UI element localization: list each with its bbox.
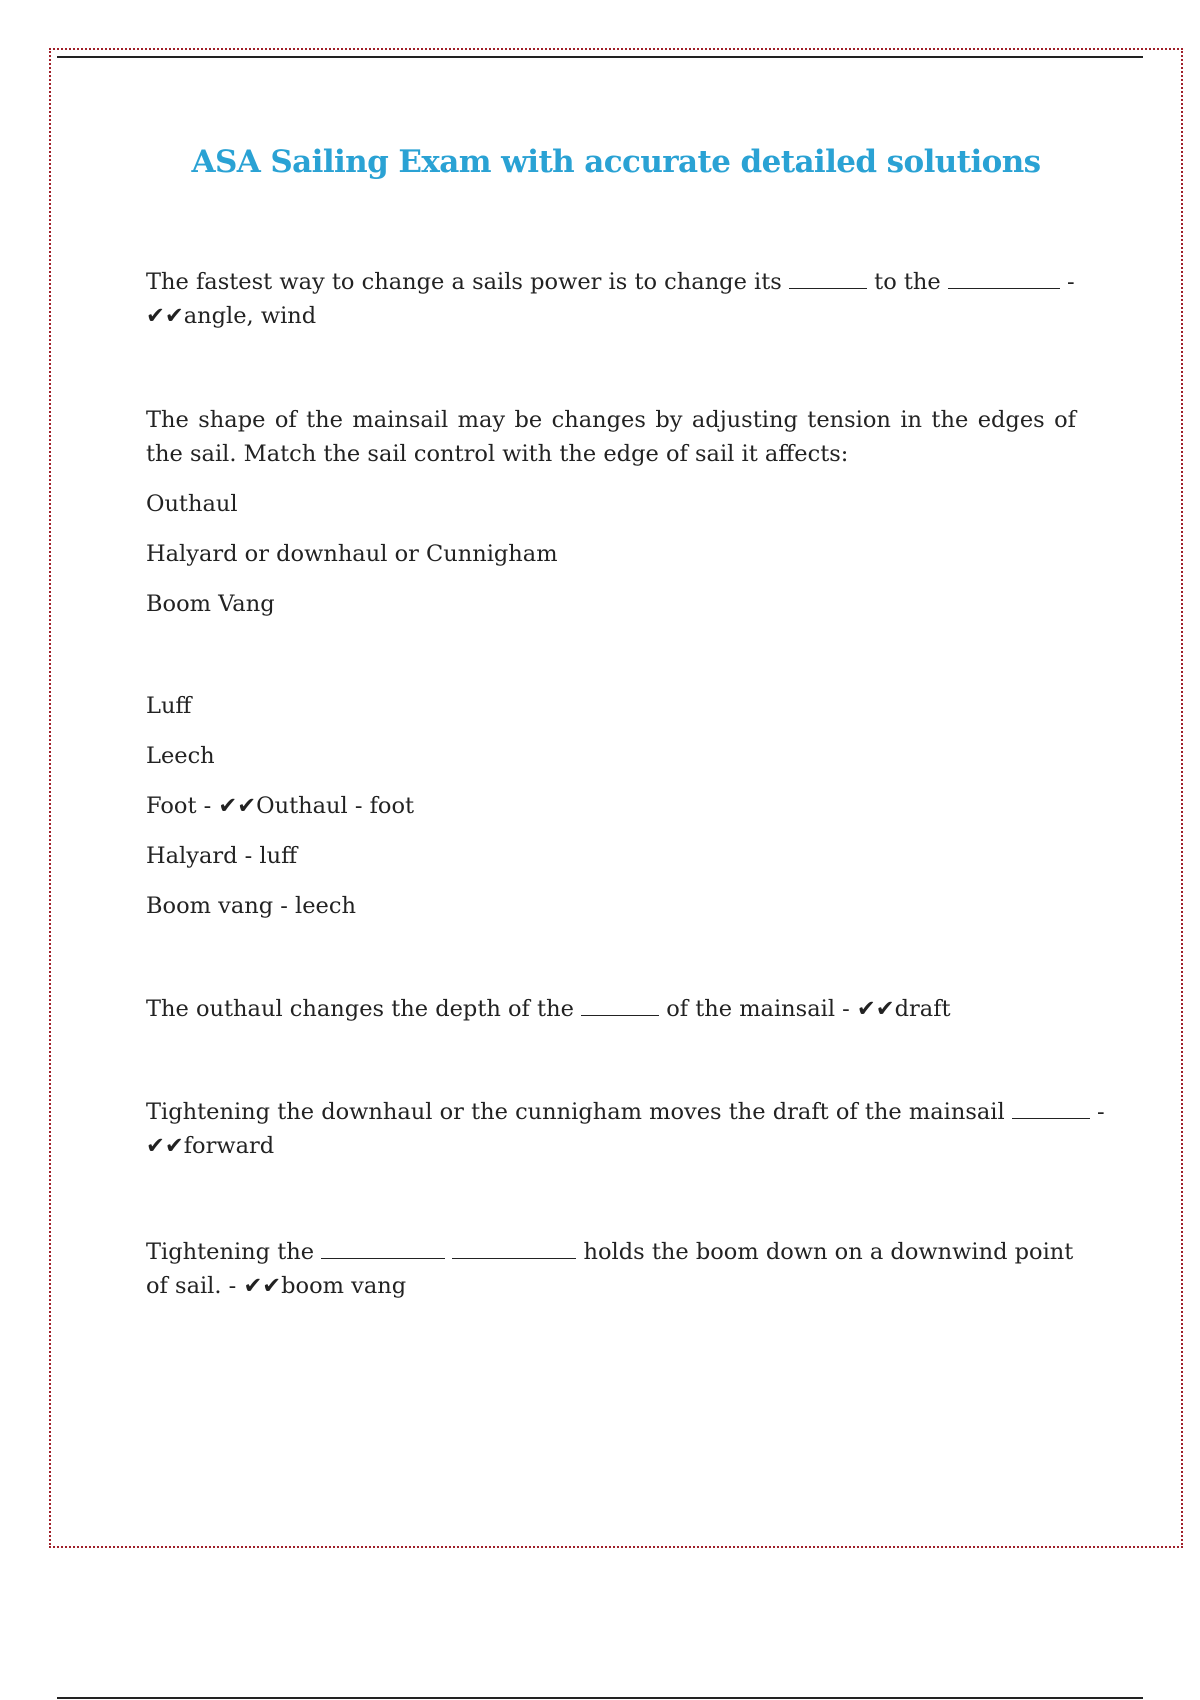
blank-4 — [1012, 1098, 1090, 1119]
edge-foot-answer: Foot - ✔✔Outhaul - foot — [146, 793, 415, 819]
question-5 — [146, 1235, 1076, 1303]
header-rule — [57, 56, 1143, 58]
question-4-answer: ✔✔forward — [146, 1133, 275, 1159]
blank-5a — [321, 1238, 445, 1259]
control-outhaul: Outhaul — [146, 491, 238, 517]
answer-halyard-luff: Halyard - luff — [146, 843, 298, 869]
question-1-answer: ✔✔angle, wind — [146, 303, 317, 329]
question-1 — [146, 265, 1076, 333]
footer-rule — [57, 1697, 1143, 1699]
blank-2 — [948, 268, 1060, 289]
blank-3 — [581, 995, 659, 1016]
blank-1 — [789, 268, 867, 289]
question-2-prompt: The shape of the mainsail may be changes by adjusting tension in the edges of the sail. Match the sail control with the edge of sail it affects: — [146, 407, 1076, 467]
question-3-text: The outhaul changes the depth of the of the mainsail - ✔✔draft — [146, 996, 951, 1022]
control-boom-vang: Boom Vang — [146, 591, 275, 617]
question-3 — [146, 992, 1076, 1026]
answer-boom-vang-leech: Boom vang - leech — [146, 893, 356, 919]
question-5-text: Tightening the holds the boom down on a downwind point of sail. - ✔✔boom vang — [146, 1239, 1074, 1299]
document-body — [146, 265, 1105, 1303]
edge-leech: Leech — [146, 743, 215, 769]
edge-luff: Luff — [146, 693, 192, 719]
question-4 — [146, 1095, 1105, 1163]
question-2 — [146, 403, 1076, 923]
question-4-text: Tightening the downhaul or the cunnigham moves the draft of the mainsail - — [146, 1099, 1105, 1125]
document-title: ASA Sailing Exam with accurate detailed solutions — [191, 144, 1041, 180]
question-1-text: The fastest way to change a sails power is to change its to the - — [146, 269, 1075, 295]
blank-5b — [452, 1238, 576, 1259]
control-halyard: Halyard or downhaul or Cunnigham — [146, 541, 558, 567]
